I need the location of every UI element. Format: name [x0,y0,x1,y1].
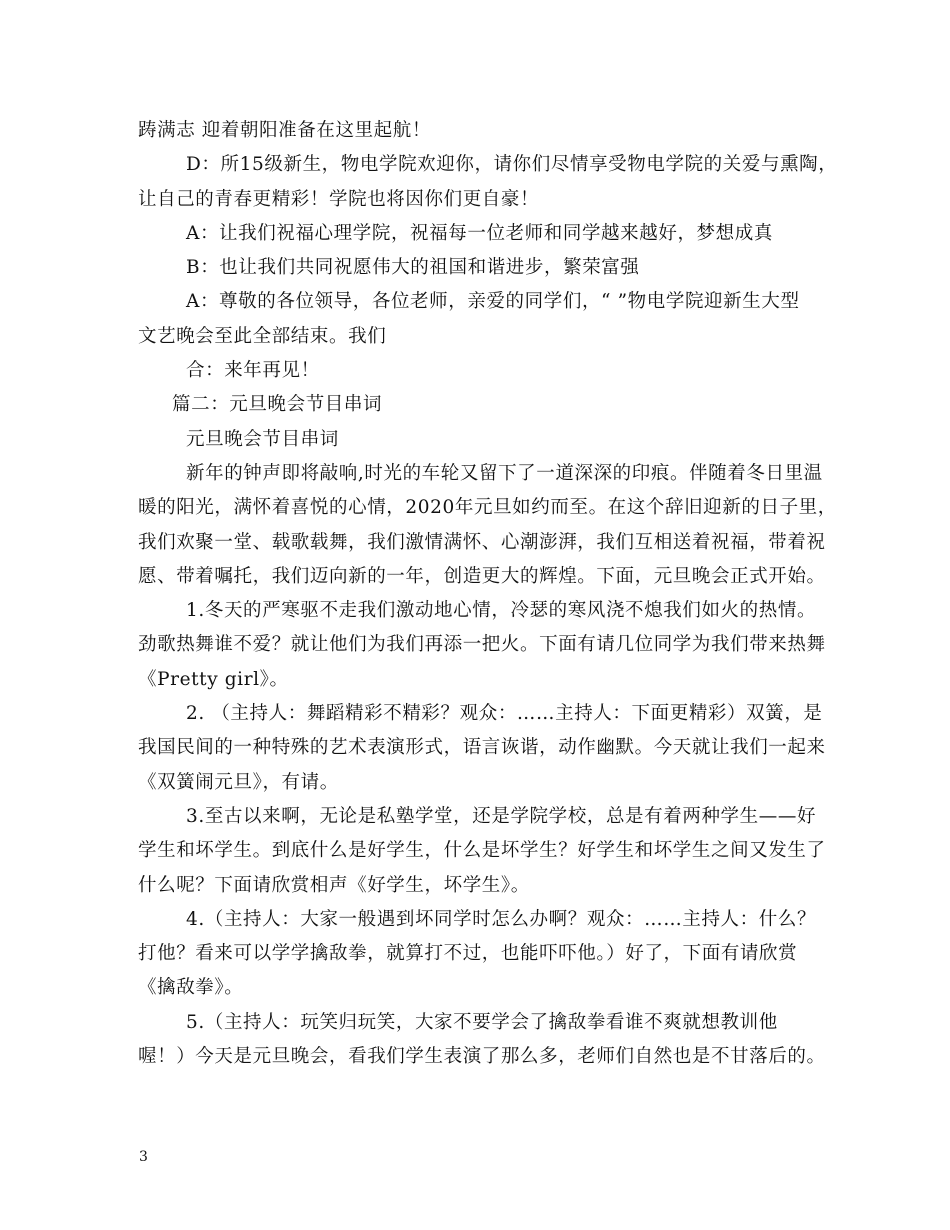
text-line: 我们欢聚一堂、载歌载舞，我们激情满怀、心潮澎湃，我们互相送着祝福，带着祝 [138,531,826,553]
text-line: 我国民间的一种特殊的艺术表演形式，语言诙谐，动作幽默。今天就让我们一起来 [138,737,826,759]
text-line: 3.至古以来啊，无论是私塾学堂，还是学院学校，总是有着两种学生——好 [186,805,817,827]
subtitle: 元旦晚会节目串词 [186,428,339,450]
text-line: 暖的阳光，满怀着喜悦的心情，2020年元旦如约而至。在这个辞旧迎新的日子里， [138,497,837,519]
text-line: 喔！）今天是元旦晚会，看我们学生表演了那么多，老师们自然也是不甘落后的。 [138,1046,826,1068]
text-line: 打他？看来可以学学擒敌拳，就算打不过，也能吓吓他。）好了，下面有请欣赏 [138,943,798,965]
text-line: 什么呢？下面请欣赏相声《好学生，坏学生》。 [138,874,530,896]
text-line: 1.冬天的严寒驱不走我们激动地心情，冷瑟的寒风浇不熄我们如火的热情。 [186,600,817,622]
text-line: 《双簧闹元旦》，有请。 [138,771,339,793]
document-body [138,114,838,1074]
text-line: A：尊敬的各位领导，各位老师，亲爱的同学们，“ ”物电学院迎新生大型 [186,291,800,313]
text-line: 《Pretty girl》。 [138,668,289,690]
page-number: 3 [139,1149,148,1165]
text-line: 5.（主持人：玩笑归玩笑，大家不要学会了擒敌拳看谁不爽就想教训他 [186,1011,778,1033]
text-line: 合：来年再见！ [186,360,320,382]
text-line: B：也让我们共同祝愿伟大的祖国和谐进步，繁荣富强 [186,257,640,279]
text-line: 劲歌热舞谁不爱？就让他们为我们再添一把火。下面有请几位同学为我们带来热舞 [138,634,826,656]
text-line: 《擒敌拳》。 [138,977,244,999]
text-line: 学生和坏学生。到底什么是好学生，什么是坏学生？好学生和坏学生之间又发生了 [138,840,826,862]
text-line: 文艺晚会至此全部结束。我们 [138,325,387,347]
text-line: D：所15级新生，物电学院欢迎你，请你们尽情享受物电学院的关爱与熏陶， [186,154,838,176]
text-line: 愿、带着嘱托，我们迈向新的一年，创造更大的辉煌。下面，元旦晚会正式开始。 [138,565,826,587]
text-line: A：让我们祝福心理学院，祝福每一位老师和同学越来越好，梦想成真 [186,222,773,244]
text-line: 4.（主持人：大家一般遇到坏同学时怎么办啊？观众：……主持人：什么？ [186,908,817,930]
text-line: 新年的钟声即将敲响,时光的车轮又留下了一道深深的印痕。伴随着冬日里温 [186,462,823,484]
text-line: 2. （主持人：舞蹈精彩不精彩？观众：……主持人：下面更精彩）双簧，是 [186,703,823,725]
text-line: 让自己的青春更精彩！学院也将因你们更自豪！ [138,188,540,210]
section-heading: 篇二：元旦晚会节目串词 [172,394,383,416]
text-line: 踌满志 迎着朝阳准备在这里起航！ [138,120,431,141]
